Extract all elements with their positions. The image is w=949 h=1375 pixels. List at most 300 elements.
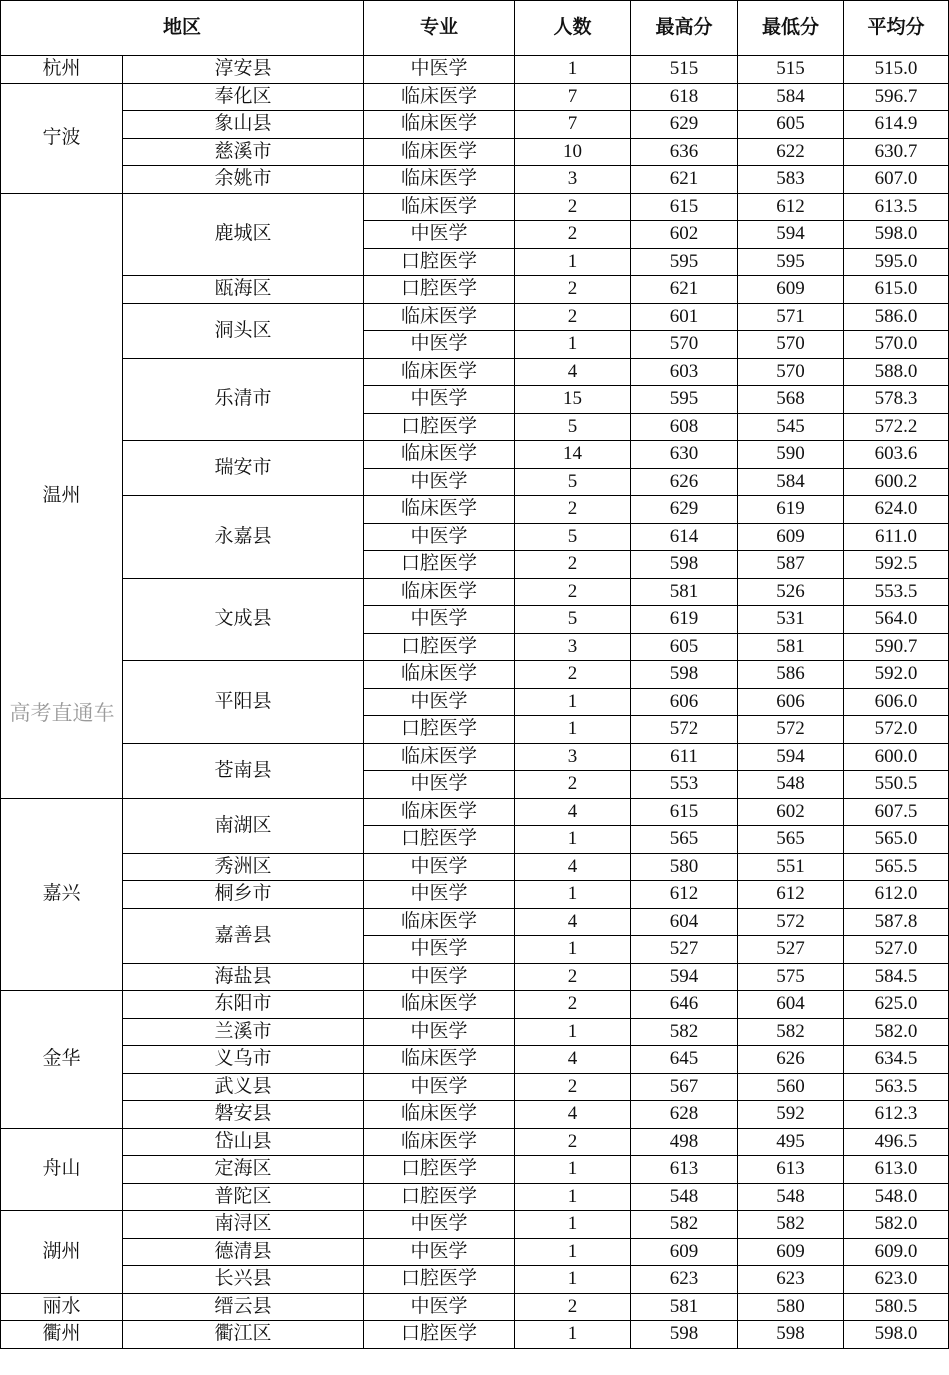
header-count: 人数 xyxy=(515,1,631,56)
header-region: 地区 xyxy=(1,1,364,56)
avg-cell: 596.7 xyxy=(844,83,949,111)
major-cell: 口腔医学 xyxy=(364,716,515,744)
min-cell: 613 xyxy=(738,1156,844,1184)
major-cell: 临床医学 xyxy=(364,743,515,771)
avg-cell: 564.0 xyxy=(844,606,949,634)
city-cell: 宁波 xyxy=(1,83,123,193)
avg-cell: 590.7 xyxy=(844,633,949,661)
count-cell: 2 xyxy=(515,661,631,689)
min-cell: 584 xyxy=(738,468,844,496)
major-cell: 口腔医学 xyxy=(364,826,515,854)
min-cell: 594 xyxy=(738,743,844,771)
table-row xyxy=(1,111,949,139)
avg-cell: 598.0 xyxy=(844,221,949,249)
count-cell: 1 xyxy=(515,1018,631,1046)
min-cell: 551 xyxy=(738,853,844,881)
table-row xyxy=(1,276,949,304)
count-cell: 1 xyxy=(515,936,631,964)
min-cell: 619 xyxy=(738,496,844,524)
table-row xyxy=(1,496,949,524)
max-cell: 567 xyxy=(631,1073,738,1101)
district-cell: 缙云县 xyxy=(123,1293,364,1321)
max-cell: 598 xyxy=(631,551,738,579)
district-cell: 衢江区 xyxy=(123,1321,364,1349)
max-cell: 621 xyxy=(631,276,738,304)
table-row xyxy=(1,56,949,84)
avg-cell: 592.5 xyxy=(844,551,949,579)
major-cell: 中医学 xyxy=(364,1211,515,1239)
district-cell: 慈溪市 xyxy=(123,138,364,166)
max-cell: 615 xyxy=(631,193,738,221)
major-cell: 口腔医学 xyxy=(364,1183,515,1211)
major-cell: 口腔医学 xyxy=(364,413,515,441)
major-cell: 临床医学 xyxy=(364,1101,515,1129)
table-body xyxy=(1,56,949,1349)
avg-cell: 592.0 xyxy=(844,661,949,689)
min-cell: 604 xyxy=(738,991,844,1019)
max-cell: 515 xyxy=(631,56,738,84)
count-cell: 2 xyxy=(515,551,631,579)
min-cell: 582 xyxy=(738,1211,844,1239)
table-row xyxy=(1,193,949,221)
table-row xyxy=(1,991,949,1019)
avg-cell: 613.5 xyxy=(844,193,949,221)
avg-cell: 623.0 xyxy=(844,1266,949,1294)
min-cell: 570 xyxy=(738,331,844,359)
max-cell: 636 xyxy=(631,138,738,166)
count-cell: 1 xyxy=(515,248,631,276)
major-cell: 临床医学 xyxy=(364,1128,515,1156)
min-cell: 572 xyxy=(738,716,844,744)
district-cell: 文成县 xyxy=(123,578,364,661)
header-major: 专业 xyxy=(364,1,515,56)
min-cell: 515 xyxy=(738,56,844,84)
max-cell: 629 xyxy=(631,496,738,524)
max-cell: 582 xyxy=(631,1018,738,1046)
min-cell: 582 xyxy=(738,1018,844,1046)
major-cell: 中医学 xyxy=(364,688,515,716)
district-cell: 南浔区 xyxy=(123,1211,364,1239)
count-cell: 2 xyxy=(515,303,631,331)
min-cell: 584 xyxy=(738,83,844,111)
district-cell: 象山县 xyxy=(123,111,364,139)
major-cell: 临床医学 xyxy=(364,578,515,606)
avg-cell: 572.0 xyxy=(844,716,949,744)
avg-cell: 582.0 xyxy=(844,1018,949,1046)
major-cell: 中医学 xyxy=(364,56,515,84)
watermark: 高考直通车 xyxy=(9,701,115,725)
major-cell: 临床医学 xyxy=(364,798,515,826)
avg-cell: 612.0 xyxy=(844,881,949,909)
district-cell: 岱山县 xyxy=(123,1128,364,1156)
table-row xyxy=(1,166,949,194)
max-cell: 580 xyxy=(631,853,738,881)
min-cell: 602 xyxy=(738,798,844,826)
table-row xyxy=(1,1293,949,1321)
count-cell: 1 xyxy=(515,881,631,909)
district-cell: 洞头区 xyxy=(123,303,364,358)
count-cell: 1 xyxy=(515,688,631,716)
table-row xyxy=(1,1183,949,1211)
avg-cell: 570.0 xyxy=(844,331,949,359)
table-row xyxy=(1,881,949,909)
major-cell: 临床医学 xyxy=(364,991,515,1019)
city-cell: 杭州 xyxy=(1,56,123,84)
header-max: 最高分 xyxy=(631,1,738,56)
count-cell: 1 xyxy=(515,1211,631,1239)
header-row xyxy=(1,1,949,56)
count-cell: 4 xyxy=(515,908,631,936)
district-cell: 淳安县 xyxy=(123,56,364,84)
min-cell: 623 xyxy=(738,1266,844,1294)
avg-cell: 603.6 xyxy=(844,441,949,469)
header-avg: 平均分 xyxy=(844,1,949,56)
district-cell: 秀洲区 xyxy=(123,853,364,881)
major-cell: 中医学 xyxy=(364,963,515,991)
header-min: 最低分 xyxy=(738,1,844,56)
avg-cell: 634.5 xyxy=(844,1046,949,1074)
count-cell: 2 xyxy=(515,193,631,221)
avg-cell: 615.0 xyxy=(844,276,949,304)
district-cell: 德清县 xyxy=(123,1238,364,1266)
max-cell: 582 xyxy=(631,1211,738,1239)
min-cell: 626 xyxy=(738,1046,844,1074)
avg-cell: 595.0 xyxy=(844,248,949,276)
max-cell: 572 xyxy=(631,716,738,744)
max-cell: 595 xyxy=(631,248,738,276)
major-cell: 临床医学 xyxy=(364,1046,515,1074)
avg-cell: 607.5 xyxy=(844,798,949,826)
max-cell: 615 xyxy=(631,798,738,826)
max-cell: 611 xyxy=(631,743,738,771)
major-cell: 临床医学 xyxy=(364,193,515,221)
avg-cell: 580.5 xyxy=(844,1293,949,1321)
max-cell: 621 xyxy=(631,166,738,194)
district-cell: 南湖区 xyxy=(123,798,364,853)
max-cell: 623 xyxy=(631,1266,738,1294)
table-row xyxy=(1,853,949,881)
min-cell: 622 xyxy=(738,138,844,166)
min-cell: 586 xyxy=(738,661,844,689)
major-cell: 中医学 xyxy=(364,881,515,909)
major-cell: 临床医学 xyxy=(364,908,515,936)
table-row xyxy=(1,1211,949,1239)
max-cell: 606 xyxy=(631,688,738,716)
avg-cell: 584.5 xyxy=(844,963,949,991)
district-cell: 永嘉县 xyxy=(123,496,364,579)
min-cell: 560 xyxy=(738,1073,844,1101)
min-cell: 571 xyxy=(738,303,844,331)
table-row xyxy=(1,1266,949,1294)
min-cell: 609 xyxy=(738,1238,844,1266)
city-cell: 衢州 xyxy=(1,1321,123,1349)
major-cell: 中医学 xyxy=(364,853,515,881)
major-cell: 口腔医学 xyxy=(364,1321,515,1349)
avg-cell: 548.0 xyxy=(844,1183,949,1211)
major-cell: 临床医学 xyxy=(364,138,515,166)
city-cell: 温州 xyxy=(1,193,123,798)
max-cell: 594 xyxy=(631,963,738,991)
avg-cell: 550.5 xyxy=(844,771,949,799)
major-cell: 中医学 xyxy=(364,331,515,359)
min-cell: 531 xyxy=(738,606,844,634)
count-cell: 5 xyxy=(515,413,631,441)
major-cell: 中医学 xyxy=(364,1073,515,1101)
avg-cell: 609.0 xyxy=(844,1238,949,1266)
table-row xyxy=(1,1046,949,1074)
count-cell: 14 xyxy=(515,441,631,469)
district-cell: 瑞安市 xyxy=(123,441,364,496)
district-cell: 鹿城区 xyxy=(123,193,364,276)
max-cell: 612 xyxy=(631,881,738,909)
major-cell: 中医学 xyxy=(364,606,515,634)
avg-cell: 527.0 xyxy=(844,936,949,964)
count-cell: 2 xyxy=(515,1293,631,1321)
count-cell: 1 xyxy=(515,826,631,854)
table-row xyxy=(1,1101,949,1129)
max-cell: 601 xyxy=(631,303,738,331)
min-cell: 609 xyxy=(738,523,844,551)
max-cell: 565 xyxy=(631,826,738,854)
min-cell: 606 xyxy=(738,688,844,716)
count-cell: 15 xyxy=(515,386,631,414)
max-cell: 608 xyxy=(631,413,738,441)
avg-cell: 624.0 xyxy=(844,496,949,524)
major-cell: 口腔医学 xyxy=(364,1266,515,1294)
min-cell: 609 xyxy=(738,276,844,304)
min-cell: 495 xyxy=(738,1128,844,1156)
major-cell: 中医学 xyxy=(364,1018,515,1046)
count-cell: 2 xyxy=(515,1073,631,1101)
avg-cell: 614.9 xyxy=(844,111,949,139)
min-cell: 595 xyxy=(738,248,844,276)
avg-cell: 606.0 xyxy=(844,688,949,716)
table-row xyxy=(1,83,949,111)
max-cell: 646 xyxy=(631,991,738,1019)
min-cell: 548 xyxy=(738,771,844,799)
min-cell: 568 xyxy=(738,386,844,414)
max-cell: 604 xyxy=(631,908,738,936)
major-cell: 中医学 xyxy=(364,771,515,799)
max-cell: 570 xyxy=(631,331,738,359)
count-cell: 2 xyxy=(515,1128,631,1156)
max-cell: 603 xyxy=(631,358,738,386)
max-cell: 548 xyxy=(631,1183,738,1211)
major-cell: 口腔医学 xyxy=(364,276,515,304)
district-cell: 瓯海区 xyxy=(123,276,364,304)
max-cell: 626 xyxy=(631,468,738,496)
min-cell: 575 xyxy=(738,963,844,991)
city-cell: 金华 xyxy=(1,991,123,1129)
table-row xyxy=(1,578,949,606)
table-row xyxy=(1,1018,949,1046)
avg-cell: 587.8 xyxy=(844,908,949,936)
district-cell: 磐安县 xyxy=(123,1101,364,1129)
district-cell: 乐清市 xyxy=(123,358,364,441)
max-cell: 581 xyxy=(631,1293,738,1321)
min-cell: 565 xyxy=(738,826,844,854)
count-cell: 1 xyxy=(515,716,631,744)
min-cell: 526 xyxy=(738,578,844,606)
min-cell: 581 xyxy=(738,633,844,661)
table-row xyxy=(1,1073,949,1101)
major-cell: 临床医学 xyxy=(364,83,515,111)
min-cell: 570 xyxy=(738,358,844,386)
count-cell: 2 xyxy=(515,276,631,304)
min-cell: 587 xyxy=(738,551,844,579)
avg-cell: 600.0 xyxy=(844,743,949,771)
max-cell: 498 xyxy=(631,1128,738,1156)
major-cell: 中医学 xyxy=(364,221,515,249)
avg-cell: 572.2 xyxy=(844,413,949,441)
count-cell: 2 xyxy=(515,578,631,606)
avg-cell: 586.0 xyxy=(844,303,949,331)
district-cell: 武义县 xyxy=(123,1073,364,1101)
count-cell: 5 xyxy=(515,523,631,551)
major-cell: 口腔医学 xyxy=(364,633,515,661)
avg-cell: 553.5 xyxy=(844,578,949,606)
district-cell: 苍南县 xyxy=(123,743,364,798)
min-cell: 612 xyxy=(738,881,844,909)
city-cell: 舟山 xyxy=(1,1128,123,1211)
max-cell: 618 xyxy=(631,83,738,111)
max-cell: 645 xyxy=(631,1046,738,1074)
district-cell: 普陀区 xyxy=(123,1183,364,1211)
count-cell: 2 xyxy=(515,771,631,799)
major-cell: 临床医学 xyxy=(364,496,515,524)
count-cell: 1 xyxy=(515,1183,631,1211)
count-cell: 2 xyxy=(515,963,631,991)
max-cell: 619 xyxy=(631,606,738,634)
min-cell: 580 xyxy=(738,1293,844,1321)
avg-cell: 598.0 xyxy=(844,1321,949,1349)
count-cell: 10 xyxy=(515,138,631,166)
count-cell: 1 xyxy=(515,1156,631,1184)
min-cell: 592 xyxy=(738,1101,844,1129)
avg-cell: 600.2 xyxy=(844,468,949,496)
max-cell: 598 xyxy=(631,1321,738,1349)
count-cell: 4 xyxy=(515,798,631,826)
district-cell: 余姚市 xyxy=(123,166,364,194)
avg-cell: 607.0 xyxy=(844,166,949,194)
major-cell: 中医学 xyxy=(364,936,515,964)
table-row xyxy=(1,1321,949,1349)
count-cell: 5 xyxy=(515,468,631,496)
city-cell: 嘉兴 xyxy=(1,798,123,991)
major-cell: 口腔医学 xyxy=(364,1156,515,1184)
district-cell: 奉化区 xyxy=(123,83,364,111)
table-row xyxy=(1,908,949,936)
avg-cell: 630.7 xyxy=(844,138,949,166)
city-cell: 丽水 xyxy=(1,1293,123,1321)
district-cell: 义乌市 xyxy=(123,1046,364,1074)
avg-cell: 582.0 xyxy=(844,1211,949,1239)
max-cell: 595 xyxy=(631,386,738,414)
district-cell: 嘉善县 xyxy=(123,908,364,963)
district-cell: 东阳市 xyxy=(123,991,364,1019)
avg-cell: 565.0 xyxy=(844,826,949,854)
count-cell: 4 xyxy=(515,1046,631,1074)
avg-cell: 613.0 xyxy=(844,1156,949,1184)
major-cell: 临床医学 xyxy=(364,166,515,194)
min-cell: 605 xyxy=(738,111,844,139)
count-cell: 3 xyxy=(515,633,631,661)
count-cell: 7 xyxy=(515,111,631,139)
count-cell: 7 xyxy=(515,83,631,111)
major-cell: 中医学 xyxy=(364,1293,515,1321)
count-cell: 1 xyxy=(515,331,631,359)
max-cell: 598 xyxy=(631,661,738,689)
avg-cell: 625.0 xyxy=(844,991,949,1019)
count-cell: 4 xyxy=(515,853,631,881)
max-cell: 581 xyxy=(631,578,738,606)
major-cell: 临床医学 xyxy=(364,303,515,331)
avg-cell: 588.0 xyxy=(844,358,949,386)
table-row xyxy=(1,358,949,386)
max-cell: 628 xyxy=(631,1101,738,1129)
table-row xyxy=(1,1238,949,1266)
count-cell: 3 xyxy=(515,743,631,771)
min-cell: 612 xyxy=(738,193,844,221)
table-row xyxy=(1,963,949,991)
avg-cell: 565.5 xyxy=(844,853,949,881)
min-cell: 545 xyxy=(738,413,844,441)
district-cell: 海盐县 xyxy=(123,963,364,991)
district-cell: 长兴县 xyxy=(123,1266,364,1294)
count-cell: 1 xyxy=(515,1321,631,1349)
district-cell: 桐乡市 xyxy=(123,881,364,909)
max-cell: 527 xyxy=(631,936,738,964)
max-cell: 613 xyxy=(631,1156,738,1184)
table-row xyxy=(1,661,949,689)
count-cell: 2 xyxy=(515,991,631,1019)
max-cell: 553 xyxy=(631,771,738,799)
count-cell: 4 xyxy=(515,1101,631,1129)
city-cell: 湖州 xyxy=(1,1211,123,1294)
min-cell: 598 xyxy=(738,1321,844,1349)
major-cell: 临床医学 xyxy=(364,441,515,469)
district-cell: 兰溪市 xyxy=(123,1018,364,1046)
count-cell: 4 xyxy=(515,358,631,386)
major-cell: 中医学 xyxy=(364,1238,515,1266)
max-cell: 614 xyxy=(631,523,738,551)
table-row xyxy=(1,798,949,826)
max-cell: 609 xyxy=(631,1238,738,1266)
avg-cell: 611.0 xyxy=(844,523,949,551)
table-row xyxy=(1,138,949,166)
count-cell: 2 xyxy=(515,496,631,524)
min-cell: 548 xyxy=(738,1183,844,1211)
table-row xyxy=(1,1156,949,1184)
major-cell: 中医学 xyxy=(364,523,515,551)
table-row xyxy=(1,1128,949,1156)
max-cell: 605 xyxy=(631,633,738,661)
major-cell: 口腔医学 xyxy=(364,248,515,276)
count-cell: 1 xyxy=(515,56,631,84)
min-cell: 594 xyxy=(738,221,844,249)
avg-cell: 563.5 xyxy=(844,1073,949,1101)
district-cell: 定海区 xyxy=(123,1156,364,1184)
major-cell: 口腔医学 xyxy=(364,551,515,579)
district-cell: 平阳县 xyxy=(123,661,364,744)
min-cell: 527 xyxy=(738,936,844,964)
major-cell: 中医学 xyxy=(364,386,515,414)
avg-cell: 578.3 xyxy=(844,386,949,414)
count-cell: 1 xyxy=(515,1266,631,1294)
min-cell: 590 xyxy=(738,441,844,469)
avg-cell: 612.3 xyxy=(844,1101,949,1129)
table-row xyxy=(1,303,949,331)
